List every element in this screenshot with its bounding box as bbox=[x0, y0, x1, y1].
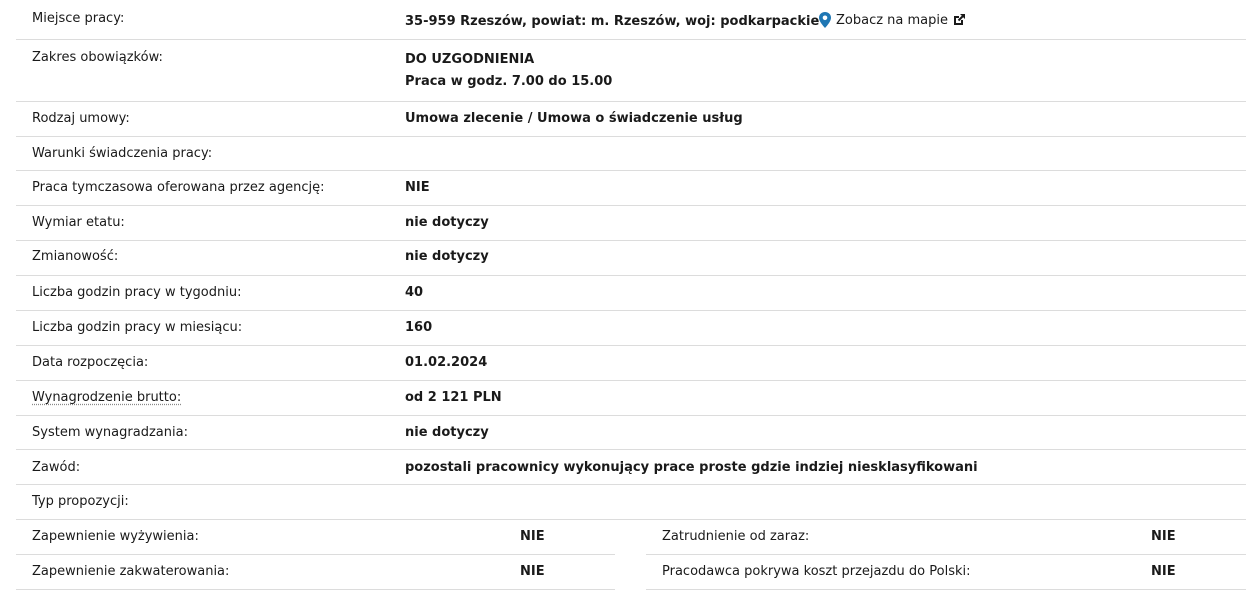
row-workplace bbox=[16, 0, 1246, 40]
row-shifts bbox=[16, 241, 1246, 276]
offer-type-label: Typ propozycji: bbox=[32, 494, 129, 509]
start-date-label: Data rozpoczęcia: bbox=[32, 355, 149, 370]
work-conditions-label: Warunki świadczenia pracy: bbox=[32, 146, 213, 161]
temporary-work-label: Praca tymczasowa oferowana przez agencję: bbox=[32, 180, 325, 195]
workplace-value: 35-959 Rzeszów, powiat: m. Rzeszów, woj: podkarpackie bbox=[405, 14, 820, 29]
row-start-date bbox=[16, 346, 1246, 381]
gross-salary-label[interactable]: Wynagrodzenie brutto: bbox=[32, 390, 182, 405]
row-meals-provided bbox=[16, 520, 615, 555]
row-work-conditions bbox=[16, 137, 1246, 171]
immediate-employment-label: Zatrudnienie od zaraz: bbox=[662, 529, 810, 544]
row-offer-type bbox=[16, 485, 1246, 520]
travel-cost-covered-label: Pracodawca pokrywa koszt przejazdu do Polski: bbox=[662, 564, 971, 579]
accommodation-provided-value: NIE bbox=[520, 564, 545, 579]
row-contract-type bbox=[16, 102, 1246, 137]
row-hours-week bbox=[16, 276, 1246, 311]
row-accommodation-provided bbox=[16, 555, 615, 590]
working-time-label: Wymiar etatu: bbox=[32, 215, 125, 230]
workplace-label: Miejsce pracy: bbox=[32, 11, 125, 26]
row-working-time bbox=[16, 206, 1246, 241]
responsibilities-value-line2: Praca w godz. 7.00 do 15.00 bbox=[405, 74, 613, 89]
row-gross-salary bbox=[16, 381, 1246, 416]
hours-month-label: Liczba godzin pracy w miesiącu: bbox=[32, 320, 243, 335]
hours-week-value: 40 bbox=[405, 285, 424, 300]
responsibilities-label: Zakres obowiązków: bbox=[32, 50, 163, 65]
row-hours-month bbox=[16, 311, 1246, 346]
occupation-label: Zawód: bbox=[32, 460, 81, 475]
pay-system-label: System wynagradzania: bbox=[32, 425, 188, 440]
gross-salary-value: od 2 121 PLN bbox=[405, 390, 502, 405]
contract-type-value: Umowa zlecenie / Umowa o świadczenie usług bbox=[405, 111, 743, 126]
start-date-value: 01.02.2024 bbox=[405, 355, 488, 370]
pay-system-value: nie dotyczy bbox=[405, 425, 489, 440]
row-travel-cost-covered bbox=[646, 555, 1246, 590]
immediate-employment-value: NIE bbox=[1151, 529, 1176, 544]
map-pin-icon bbox=[818, 12, 832, 28]
row-temporary-work bbox=[16, 171, 1246, 206]
travel-cost-covered-value: NIE bbox=[1151, 564, 1176, 579]
temporary-work-value: NIE bbox=[405, 180, 430, 195]
meals-provided-value: NIE bbox=[520, 529, 545, 544]
occupation-value: pozostali pracownicy wykonujący prace proste gdzie indziej niesklasyfikowani bbox=[405, 460, 978, 475]
working-time-value: nie dotyczy bbox=[405, 215, 489, 230]
meals-provided-label: Zapewnienie wyżywienia: bbox=[32, 529, 199, 544]
shifts-value: nie dotyczy bbox=[405, 249, 489, 264]
contract-type-label: Rodzaj umowy: bbox=[32, 111, 130, 126]
row-responsibilities bbox=[16, 40, 1246, 102]
see-on-map-label: Zobacz na mapie bbox=[836, 12, 949, 28]
hours-month-value: 160 bbox=[405, 320, 433, 335]
shifts-label: Zmianowość: bbox=[32, 249, 119, 264]
row-pay-system bbox=[16, 416, 1246, 450]
row-immediate-employment bbox=[646, 520, 1246, 555]
see-on-map-link[interactable] bbox=[818, 12, 966, 28]
accommodation-provided-label: Zapewnienie zakwaterowania: bbox=[32, 564, 230, 579]
hours-week-label: Liczba godzin pracy w tygodniu: bbox=[32, 285, 242, 300]
row-occupation bbox=[16, 450, 1246, 485]
external-link-icon bbox=[952, 13, 966, 27]
responsibilities-value-line1: DO UZGODNIENIA bbox=[405, 52, 535, 67]
